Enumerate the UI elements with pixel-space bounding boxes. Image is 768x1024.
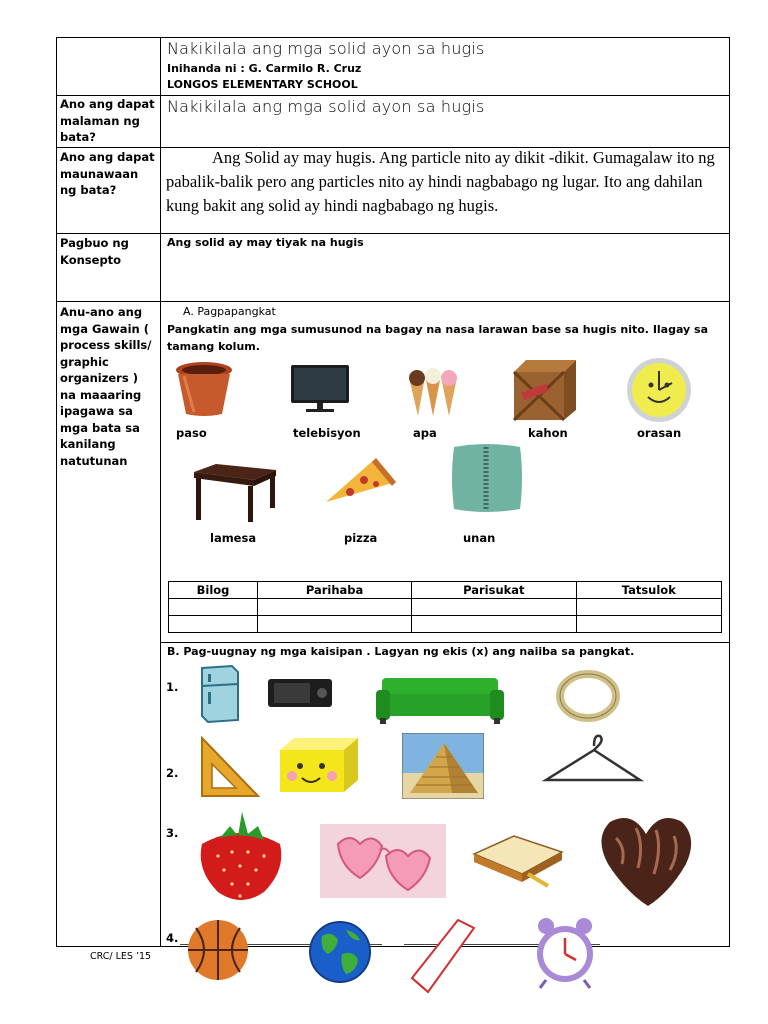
footer-code: CRC/ LES ’15 [90,951,152,962]
school-name: LONGOS ELEMENTARY SCHOOL [167,78,358,91]
alarm-clock-icon [532,916,598,990]
column-header-bilog: Bilog [169,582,258,599]
item-number-3: 3. [166,826,179,840]
item-label-lamesa: lamesa [210,531,257,545]
table-icon [188,462,278,524]
section-a-heading: A. Pagpapangkat [183,305,276,318]
cheese-wedge-icon [408,918,478,994]
row-divider-5 [160,642,730,643]
row-divider-1 [56,95,730,96]
frame-bottom [56,946,730,947]
triangle-ruler-icon [198,736,260,800]
row-divider-4 [56,301,730,302]
table-cell[interactable] [169,616,258,633]
maunawaan-value: Ang Solid ay may hugis. Ang particle nito ay dikit -dikit. Gumagalaw ito ng pabalik-balik pero ang particles nito ay hindi nagbabago ng lugar. Ito ang dahilan kung bakit ang solid ay hindi nagbabago ng hugis. [166,148,715,215]
table-cell[interactable] [412,616,577,633]
ice-cream-cones-icon [406,366,460,418]
book-icon [470,824,566,892]
ring-icon [556,669,620,723]
globe-icon [308,920,372,984]
malaman-value: Nakikilala ang mga solid ayon sa hugis [167,97,485,116]
table-cell[interactable] [169,599,258,616]
item-label-pizza: pizza [344,531,378,545]
item-label-telebisyon: telebisyon [293,426,361,440]
prepared-by: Inihanda ni : G. Carmilo R. Cruz [167,62,362,75]
smiley-block-icon [278,736,360,794]
section-a-instruction: Pangkatin ang mga sumusunod na bagay na nasa larawan base sa hugis nito. Ilagay sa tamang kolum. [167,323,709,353]
table-row [169,599,722,616]
item-label-unan: unan [463,531,496,545]
gawain-label: Anu-ano ang mga Gawain ( process skills/ graphic organizers ) na maaaring ipagawa sa mga bata sa kanilang natutunan [60,305,152,468]
category-table [168,581,722,633]
table-cell[interactable] [258,616,412,633]
heart-glasses-icon [320,824,446,898]
item-number-1: 1. [166,680,179,694]
hanger-icon [542,732,644,790]
television-icon [290,364,350,414]
konsepto-value: Ang solid ay may tiyak na hugis [167,236,364,249]
section-b-instruction: B. Pag-uugnay ng mga kaisipan . Lagyan ng ekis (x) ang naiiba sa pangkat. [167,645,635,658]
item-label-kahon: kahon [528,426,568,440]
sofa-icon [374,676,506,726]
table-cell[interactable] [576,616,721,633]
flower-pot-icon [174,360,234,418]
wooden-crate-icon [512,358,578,422]
pizza-slice-icon [324,456,398,506]
table-cell[interactable] [576,599,721,616]
column-divider [160,37,161,947]
item-label-paso: paso [176,426,207,440]
frame-top [56,37,730,38]
frame-right [729,37,730,947]
konsepto-label: Pagbuo ng Konsepto [60,236,129,267]
frame-left [56,37,57,947]
lesson-title: Nakikilala ang mga solid ayon sa hugis [167,39,485,58]
table-cell[interactable] [258,599,412,616]
row-divider-3 [56,233,730,234]
table-row [169,616,722,633]
wall-clock-icon [626,357,692,423]
malaman-label: Ano ang dapat malaman ng bata? [60,97,155,144]
item-label-orasan: orasan [637,426,682,440]
column-header-parihaba: Parihaba [258,582,412,599]
strawberry-icon [194,808,288,906]
item-number-2: 2. [166,766,179,780]
maunawaan-label: Ano ang dapat maunawaan ng bata? [60,150,155,197]
column-header-tatsulok: Tatsulok [576,582,721,599]
table-cell[interactable] [412,599,577,616]
basketball-icon [186,918,250,982]
heart-chocolate-icon [596,808,696,910]
cellphone-icon [266,675,334,711]
pillow-icon [450,441,524,515]
column-header-parisukat: Parisukat [412,582,577,599]
item-number-4: 4. [166,931,179,945]
pyramid-icon [402,733,484,799]
refrigerator-icon [196,664,242,724]
item-label-apa: apa [413,426,437,440]
white-mask [382,943,404,946]
